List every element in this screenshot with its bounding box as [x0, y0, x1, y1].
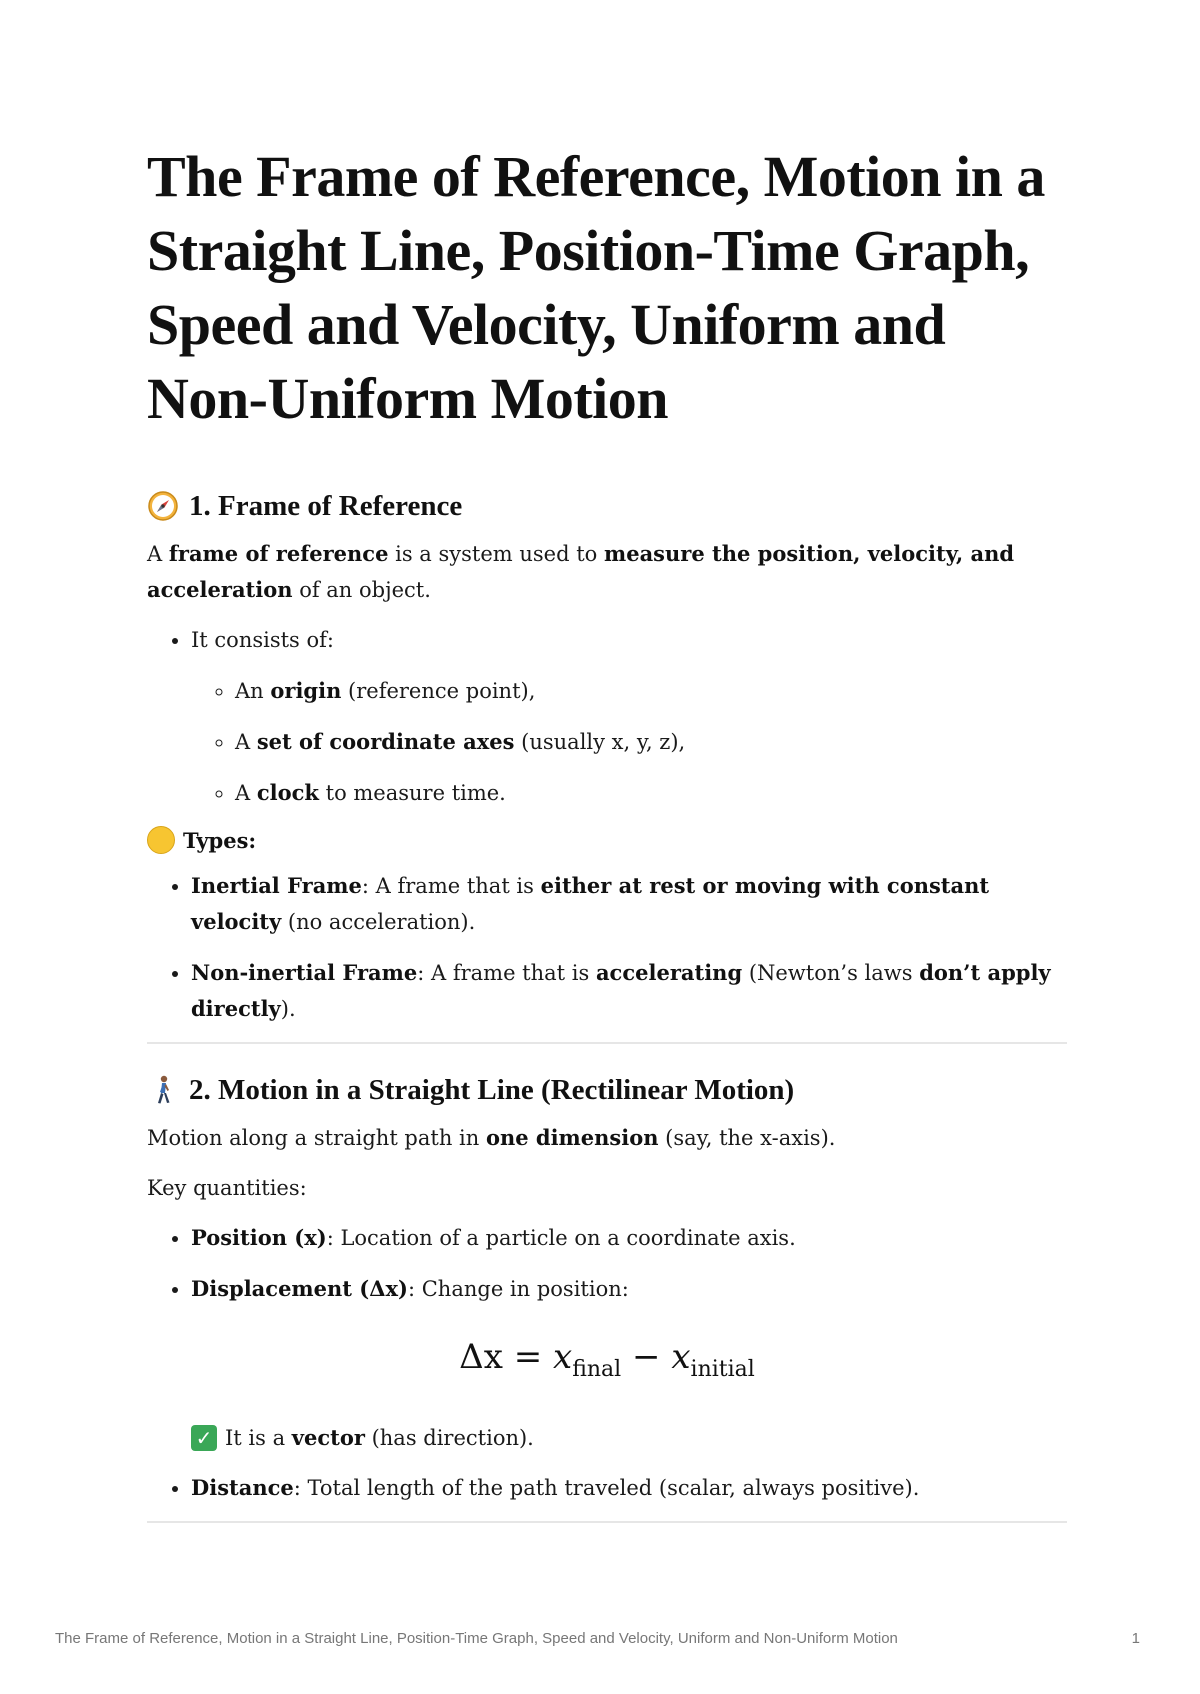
types-label-row: [147, 826, 1067, 854]
list-item: • Distance: Total length of the path traveled (scalar, always positive).: [191, 1470, 1067, 1506]
frame-intro-paragraph: A frame of reference is a system used to measure the position, velocity, and acceleration of an object.: [147, 541, 1015, 602]
vector-note: ✓ It is a vector (has direction).: [191, 1420, 1067, 1456]
section-heading-straight-line: [147, 1070, 1067, 1110]
list-item: ◦ A clock to measure time.: [235, 775, 1067, 811]
motion-intro-paragraph: Motion along a straight path in one dimension (say, the x-axis).: [147, 1125, 836, 1150]
types-list: [147, 868, 1067, 1027]
components-sublist: [191, 673, 1067, 811]
list-item: ◦ An origin (reference point),: [235, 673, 1067, 709]
footer-title: The Frame of Reference, Motion in a Straight Line, Position-Time Graph, Speed and Velocity, Uniform and Non-Uniform Motion: [55, 1630, 898, 1647]
page-footer: [55, 1630, 1140, 1647]
section-divider: [147, 1521, 1067, 1523]
list-item: • It consists of: ◦ An origin (reference point), ◦ A set of coordinate axes (usually x, y, z), ◦ A clock to measure time.: [191, 622, 1067, 811]
page-number: 1: [1131, 1630, 1140, 1647]
list-item: • Position (x): Location of a particle on a coordinate axis.: [191, 1220, 1067, 1256]
list-item: • Displacement (Δx): Change in position:: [191, 1271, 1067, 1307]
types-label: Types:: [183, 827, 257, 853]
section-heading-frame-of-reference: [147, 486, 1067, 526]
list-item: ◦ A set of coordinate axes (usually x, y, z),: [235, 724, 1067, 760]
displacement-formula: $\Delta x = x_{final} - x_{initial}$: [459, 1337, 755, 1382]
distance-list: [147, 1470, 1067, 1506]
walking-person-icon: [147, 1074, 179, 1106]
list-item: • Inertial Frame: A frame that is either at rest or moving with constant velocity (no acceleration).: [191, 868, 1067, 940]
document-page: [147, 140, 1067, 1549]
compass-icon: [147, 490, 179, 522]
key-quantities-label: Key quantities:: [147, 1176, 307, 1200]
consists-list: [147, 622, 1067, 811]
section-heading-text: 2. Motion in a Straight Line (Rectilinear Motion): [189, 1074, 795, 1106]
section-heading-text: 1. Frame of Reference: [189, 490, 463, 522]
key-quantities-list: [147, 1220, 1067, 1307]
yellow-circle-icon: [147, 826, 175, 854]
section-divider: [147, 1042, 1067, 1044]
check-mark-icon: ✓: [191, 1425, 217, 1451]
list-item: • Non-inertial Frame: A frame that is accelerating (Newton’s laws don’t apply directly).: [191, 955, 1067, 1027]
page-title: The Frame of Reference, Motion in a Straight Line, Position-Time Graph, Speed and Velocity, Uniform and Non-Uniform Motion: [147, 144, 1045, 431]
